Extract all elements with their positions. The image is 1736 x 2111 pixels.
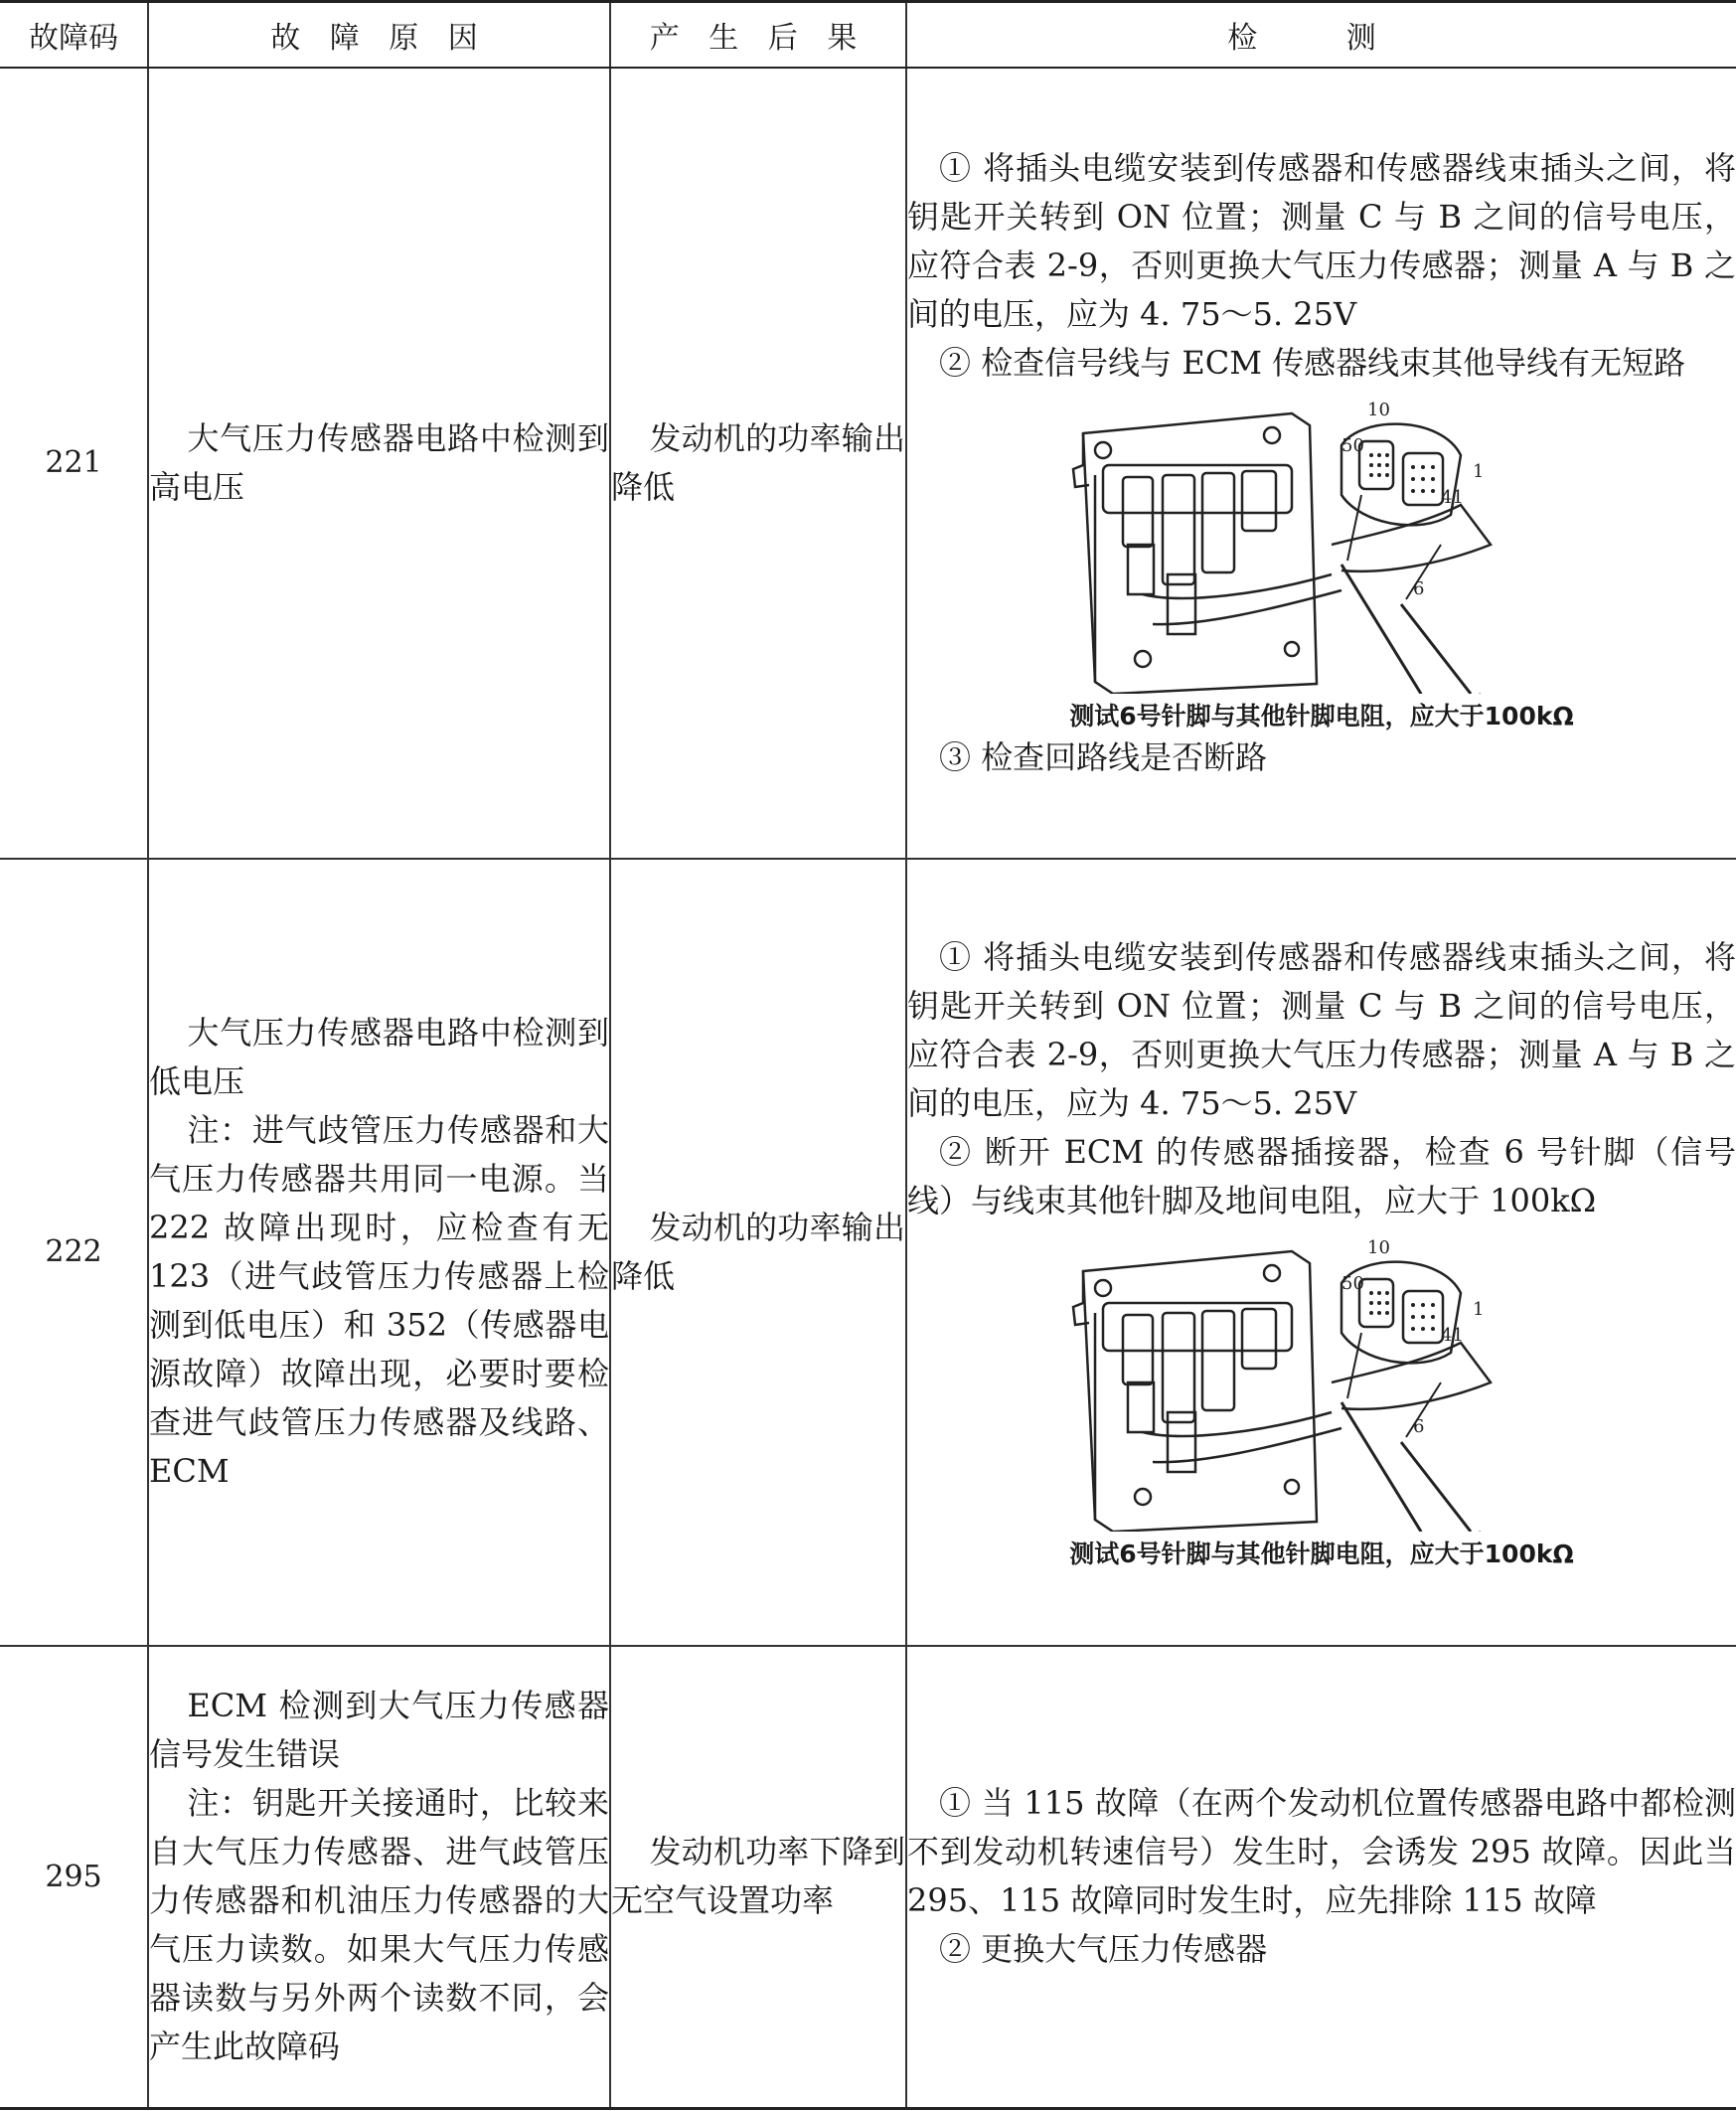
detection-step-2: ② 更换大气压力传感器 (939, 1930, 1268, 1969)
header-consequence: 产 生 后 果 (610, 2, 906, 68)
detection-step-2: ② 断开 ECM 的传感器插接器，检查 6 号针脚（信号线）与线束其他针脚及地间电阻，应大于 100kΩ (907, 1132, 1736, 1219)
consequence-text: 发动机功率下降到无空气设置功率 (611, 1833, 905, 1920)
table-row-221 (0, 68, 1736, 859)
cause-note: 注：钥匙开关接通时，比较来自大气压力传感器、进气歧管压力传感器和机油压力传感器的大气压力读数。如果大气压力传感器读数与另外两个读数不同，会产生此故障码 (149, 1784, 609, 2066)
cause-text: ECM 检测到大气压力传感器信号发生错误 (149, 1687, 609, 1774)
detection-step-1: ① 将插头电缆安装到传感器和传感器线束插头之间，将钥匙开关转到 ON 位置；测量 C 与 B 之间的信号电压，应符合表 2-9，否则更换大气压力传感器；测量 A 与 B 之间的电压，应为 4. 75～5. 25V (907, 937, 1736, 1122)
header-fault-code: 故障码 (0, 2, 148, 68)
detection-step-2: ② 检查信号线与 ECM 传感器线束其他导线有无短路 (939, 343, 1686, 382)
ecm-connector-figure (907, 1233, 1736, 1532)
consequence-text: 发动机的功率输出降低 (611, 418, 905, 506)
pin-label-41: 41 (1441, 1324, 1464, 1346)
pin-label-50: 50 (1341, 434, 1364, 456)
detection-cell (906, 1646, 1736, 2109)
figure-caption: 测试6号针脚与其他针脚电阻，应大于100kΩ (1069, 701, 1574, 731)
cause-text: 大气压力传感器电路中检测到低电压 (149, 1013, 609, 1100)
table-row-295 (0, 1646, 1736, 2109)
consequence-cell (610, 859, 906, 1646)
header-fault-cause: 故 障 原 因 (148, 2, 610, 68)
pin-label-50: 50 (1341, 1272, 1364, 1294)
pin-label-1: 1 (1473, 1298, 1485, 1320)
fault-cause-cell (148, 68, 610, 859)
detection-step-3: ③ 检查回路线是否断路 (939, 737, 1268, 776)
table-header-row (0, 2, 1736, 68)
fault-code-cell: 295 (0, 1646, 148, 2109)
cause-text: 大气压力传感器电路中检测到高电压 (149, 418, 609, 506)
detection-step-1: ① 当 115 故障（在两个发动机位置传感器电路中都检测不到发动机转速信号）发生时，会诱发 295 故障。因此当 295、115 故障同时发生时，应先排除 115 故障 (907, 1784, 1736, 1920)
consequence-cell (610, 68, 906, 859)
figure-caption: 测试6号针脚与其他针脚电阻，应大于100kΩ (1069, 1539, 1574, 1568)
ecm-pin-test-illustration (1043, 1233, 1600, 1532)
fault-code-cell: 221 (0, 68, 148, 859)
table-row-222 (0, 859, 1736, 1646)
consequence-text: 发动机的功率输出降低 (611, 1208, 905, 1295)
pin-label-10: 10 (1367, 1236, 1390, 1258)
header-detection: 检 测 (906, 2, 1736, 68)
pin-label-1: 1 (1473, 460, 1485, 482)
consequence-cell (610, 1646, 906, 2109)
pin-label-6: 6 (1413, 1415, 1425, 1437)
ecm-pin-test-illustration (1043, 396, 1600, 694)
fault-code-cell: 222 (0, 859, 148, 1646)
fault-cause-cell (148, 859, 610, 1646)
cause-note: 注：进气歧管压力传感器和大气压力传感器共用同一电源。当 222 故障出现时，应检查有无 123（进气歧管压力传感器上检测到低电压）和 352（传感器电源故障）故障出现，必要时要检查进气歧管压力传感器及线路、ECM (149, 1110, 609, 1490)
detection-step-1: ① 将插头电缆安装到传感器和传感器线束插头之间，将钥匙开关转到 ON 位置；测量 C 与 B 之间的信号电压，应符合表 2-9，否则更换大气压力传感器；测量 A 与 B 之间的电压，应为 4. 75～5. 25V (907, 148, 1736, 333)
fault-cause-cell (148, 1646, 610, 2109)
ecm-connector-figure (907, 396, 1736, 694)
pin-label-41: 41 (1441, 486, 1464, 508)
pin-label-10: 10 (1367, 399, 1390, 420)
pin-label-6: 6 (1413, 577, 1425, 599)
detection-cell (906, 859, 1736, 1646)
detection-cell (906, 68, 1736, 859)
